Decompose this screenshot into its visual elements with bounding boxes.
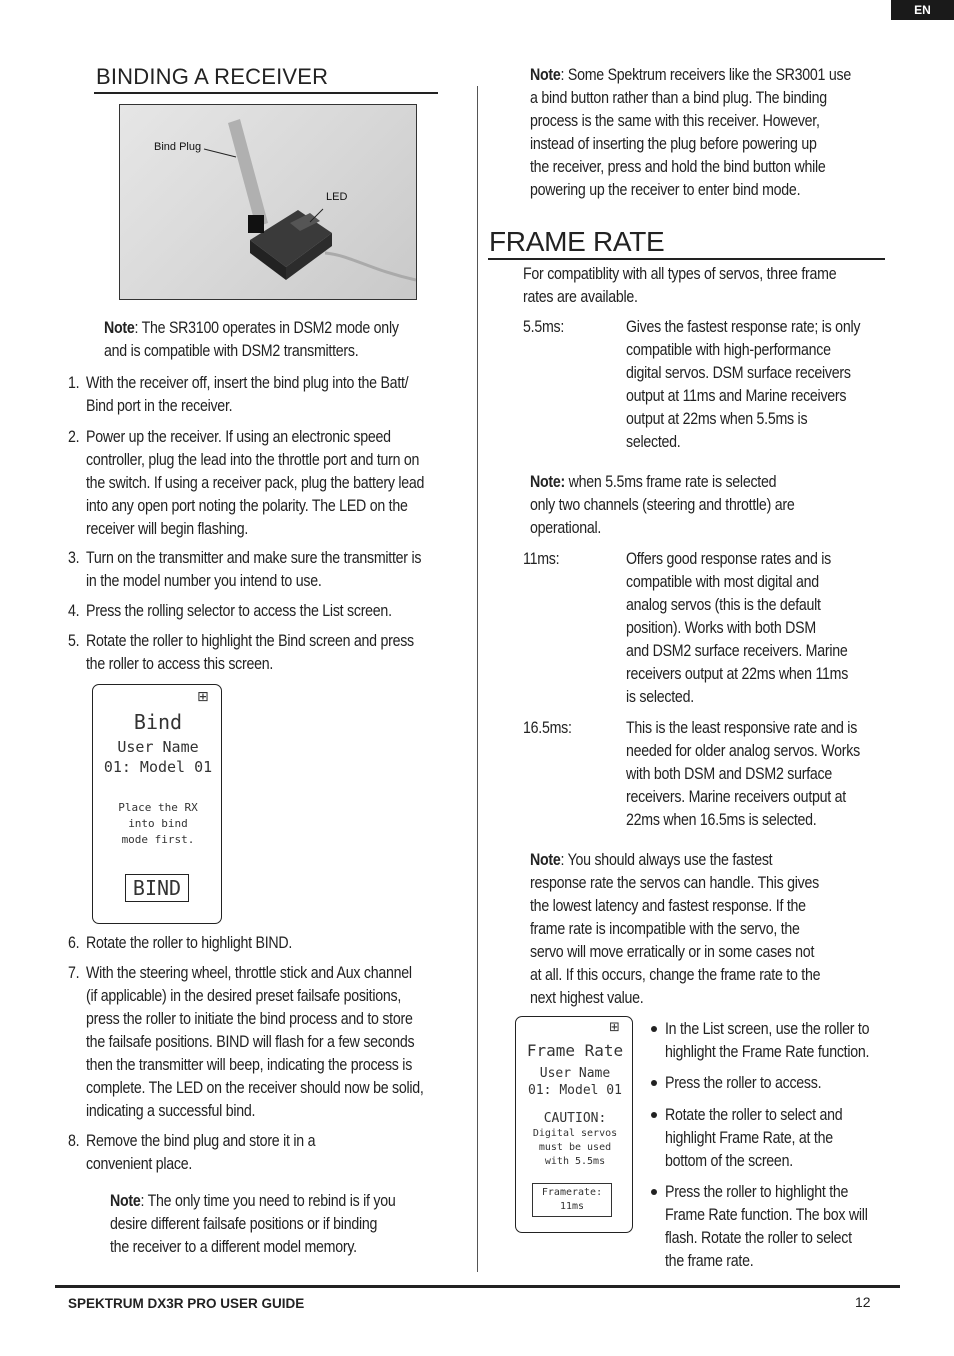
lcd-msg-2: into bind — [128, 817, 188, 830]
title-underline — [488, 258, 885, 260]
rate-description: compatible with high-performance — [626, 341, 831, 359]
step-number: 7. — [68, 964, 80, 982]
lcd-msg-3: mode first. — [121, 833, 195, 846]
step-text: With the receiver off, insert the bind plug into the Batt/ — [86, 374, 409, 392]
bind-plug-label: Bind Plug — [154, 141, 202, 153]
language-tab: EN — [891, 0, 954, 20]
bullet-text: flash. Rotate the roller to select — [665, 1229, 852, 1247]
lcd-caution: CAUTION: — [543, 1111, 607, 1126]
note-text: frame rate is incompatible with the servo, the — [530, 920, 800, 938]
note-text: : You should always use the fastest — [560, 851, 773, 869]
rate-description: is selected. — [626, 688, 694, 706]
lcd-title: Frame Rate — [526, 1041, 624, 1060]
lcd-title: Bind — [133, 710, 183, 734]
rate-label: 11ms: — [523, 550, 560, 568]
note-text: process is the same with this receiver. However, — [530, 112, 820, 130]
rate-description: with both DSM and DSM2 surface — [626, 765, 832, 783]
note-text: a bind button rather than a bind plug. The binding — [530, 89, 827, 107]
bullet-text: Frame Rate function. The box will — [665, 1206, 868, 1224]
step-text: Remove the bind plug and store it in a — [86, 1132, 316, 1150]
receiver-photo — [119, 104, 417, 300]
step-number: 3. — [68, 549, 80, 567]
bullet-text: Press the roller to access. — [665, 1074, 822, 1092]
step-text: the roller to access this screen. — [86, 655, 274, 673]
note-text: servo will move erratically or in some cases not — [530, 943, 815, 961]
footer-rule — [55, 1285, 900, 1288]
rate-label: 16.5ms: — [523, 719, 572, 737]
note-text: when 5.5ms frame rate is selected — [564, 473, 777, 491]
note-dsm2 — [104, 317, 399, 340]
bullet-text: Rotate the roller to select and — [665, 1106, 843, 1124]
lcd-msg-1: Digital servos — [532, 1128, 618, 1139]
step-number: 1. — [68, 374, 80, 392]
lcd-bind-button[interactable]: BIND — [125, 874, 189, 902]
bullet-dot — [651, 1112, 657, 1118]
step-text: controller, plug the lead into the throttle port and turn on — [86, 451, 420, 469]
note-text — [530, 471, 776, 494]
step-text: press the roller to initiate the bind process and to store — [86, 1010, 413, 1028]
step-text: (if applicable) in the desired preset failsafe positions, — [86, 987, 402, 1005]
rate-description: receivers output at 22ms when 11ms — [626, 665, 849, 683]
step-number: 8. — [68, 1132, 80, 1150]
step-text: the switch. If using a receiver pack, plug the battery lead — [86, 474, 425, 492]
bullet-text: highlight Frame Rate, at the — [665, 1129, 833, 1147]
lcd-framerate-box[interactable] — [532, 1183, 612, 1217]
rate-description: needed for older analog servos. Works — [626, 742, 860, 760]
footer-guide-title: SPEKTRUM DX3R PRO USER GUIDE — [68, 1296, 305, 1311]
step-text: With the steering wheel, throttle stick and Aux channel — [86, 964, 412, 982]
receiver-illustration — [120, 105, 416, 299]
lcd-model: 01: Model 01 — [103, 758, 213, 776]
rate-description: digital servos. DSM surface receivers — [626, 364, 851, 382]
step-text: Bind port in the receiver. — [86, 397, 233, 415]
title-underline — [94, 92, 438, 94]
section-title-binding: BINDING A RECEIVER — [96, 64, 329, 89]
note-rebind-line2: desire different failsafe positions or if binding — [110, 1215, 378, 1233]
bullet-text: the frame rate. — [665, 1252, 754, 1270]
step-text: then the transmitter will beep, indicating the process is — [86, 1056, 413, 1074]
rate-description: output at 22ms when 5.5ms is — [626, 410, 808, 428]
framerate-value: 11ms — [559, 1201, 585, 1212]
step-text: Turn on the transmitter and make sure the transmitter is — [86, 549, 422, 567]
rate-description: 22ms when 16.5ms is selected. — [626, 811, 817, 829]
note-text — [530, 64, 851, 87]
bullet-text: highlight the Frame Rate function. — [665, 1043, 870, 1061]
note-label: Note — [104, 319, 135, 337]
step-text: Power up the receiver. If using an electronic speed — [86, 428, 391, 446]
bullet-text: bottom of the screen. — [665, 1152, 793, 1170]
step-text: Rotate the roller to highlight BIND. — [86, 934, 293, 952]
note-rebind-line3: the receiver to a different model memory. — [110, 1238, 357, 1256]
rate-description: selected. — [626, 433, 681, 451]
note-text: only two channels (steering and throttle) are — [530, 496, 795, 514]
step-text: indicating a successful bind. — [86, 1102, 256, 1120]
rate-description: receivers. Marine receivers output at — [626, 788, 846, 806]
rate-description: analog servos (this is the default — [626, 596, 821, 614]
note-text: next highest value. — [530, 989, 644, 1007]
section-title-frame-rate: FRAME RATE — [489, 226, 665, 257]
rate-label: 5.5ms: — [523, 318, 565, 336]
step-number: 4. — [68, 602, 80, 620]
bullet-text: In the List screen, use the roller to — [665, 1020, 870, 1038]
framerate-label: Framerate: — [541, 1187, 603, 1198]
column-divider — [477, 86, 478, 1272]
note-text: : The only time you need to rebind is if you — [140, 1192, 396, 1210]
note-dsm2-line2: and is compatible with DSM2 transmitters. — [104, 342, 359, 360]
step-number: 5. — [68, 632, 80, 650]
note-rebind-line1 — [110, 1190, 396, 1213]
bullet-dot — [651, 1080, 657, 1086]
note-label: Note — [110, 1192, 141, 1210]
bullet-dot — [651, 1189, 657, 1195]
note-label: Note: — [530, 473, 565, 491]
bullet-text: Press the roller to highlight the — [665, 1183, 849, 1201]
note-label: Note — [530, 851, 561, 869]
step-text: the failsafe positions. BIND will flash for a few seconds — [86, 1033, 415, 1051]
rate-description: This is the least responsive rate and is — [626, 719, 858, 737]
rate-description: compatible with most digital and — [626, 573, 819, 591]
signal-icon: ⊞ — [609, 1020, 620, 1035]
note-text: instead of inserting the plug before powering up — [530, 135, 817, 153]
step-number: 2. — [68, 428, 80, 446]
rate-description: position). Works with both DSM — [626, 619, 816, 637]
note-text: operational. — [530, 519, 602, 537]
led-label: LED — [326, 191, 348, 203]
frame-rate-intro-2: rates are available. — [523, 288, 638, 306]
step-number: 6. — [68, 934, 80, 952]
signal-icon: ⊞ — [197, 689, 209, 705]
page-number: 12 — [855, 1294, 871, 1310]
lcd-msg-2: must be used — [538, 1142, 612, 1153]
rate-description: output at 11ms and Marine receivers — [626, 387, 847, 405]
note-text: : The SR3100 operates in DSM2 mode only — [134, 319, 399, 337]
note-text: the lowest latency and fastest response. If the — [530, 897, 806, 915]
step-text: Press the rolling selector to access the List screen. — [86, 602, 392, 620]
lcd-user-name: User Name — [117, 738, 199, 756]
note-text: response rate the servos can handle. This gives — [530, 874, 819, 892]
lcd-user-name: User Name — [539, 1066, 611, 1081]
note-label: Note — [530, 66, 561, 84]
rate-description: and DSM2 surface receivers. Marine — [626, 642, 848, 660]
step-text: in the model number you intend to use. — [86, 572, 322, 590]
step-text: into any open port noting the polarity. The LED on the — [86, 497, 408, 515]
lcd-model: 01: Model 01 — [528, 1083, 622, 1098]
note-text: powering up the receiver to enter bind mode. — [530, 181, 801, 199]
note-text — [530, 849, 772, 872]
frame-rate-intro-1: For compatiblity with all types of servos, three frame — [523, 265, 837, 283]
note-text: the receiver, press and hold the bind button while — [530, 158, 826, 176]
rate-description: Gives the fastest response rate; is only — [626, 318, 861, 336]
bullet-dot — [651, 1026, 657, 1032]
step-text: Rotate the roller to highlight the Bind screen and press — [86, 632, 414, 650]
lcd-bind-screen — [92, 684, 222, 924]
step-text: complete. The LED on the receiver should now be solid, — [86, 1079, 424, 1097]
note-text: : Some Spektrum receivers like the SR3001 use — [560, 66, 851, 84]
step-text: receiver will begin flashing. — [86, 520, 249, 538]
note-text: at all. If this occurs, change the frame rate to the — [530, 966, 821, 984]
lcd-msg-3: with 5.5ms — [544, 1156, 606, 1167]
rate-description: Offers good response rates and is — [626, 550, 831, 568]
lcd-msg-1: Place the RX — [118, 801, 198, 814]
step-text: convenient place. — [86, 1155, 193, 1173]
lcd-frame-rate-screen — [515, 1016, 633, 1233]
